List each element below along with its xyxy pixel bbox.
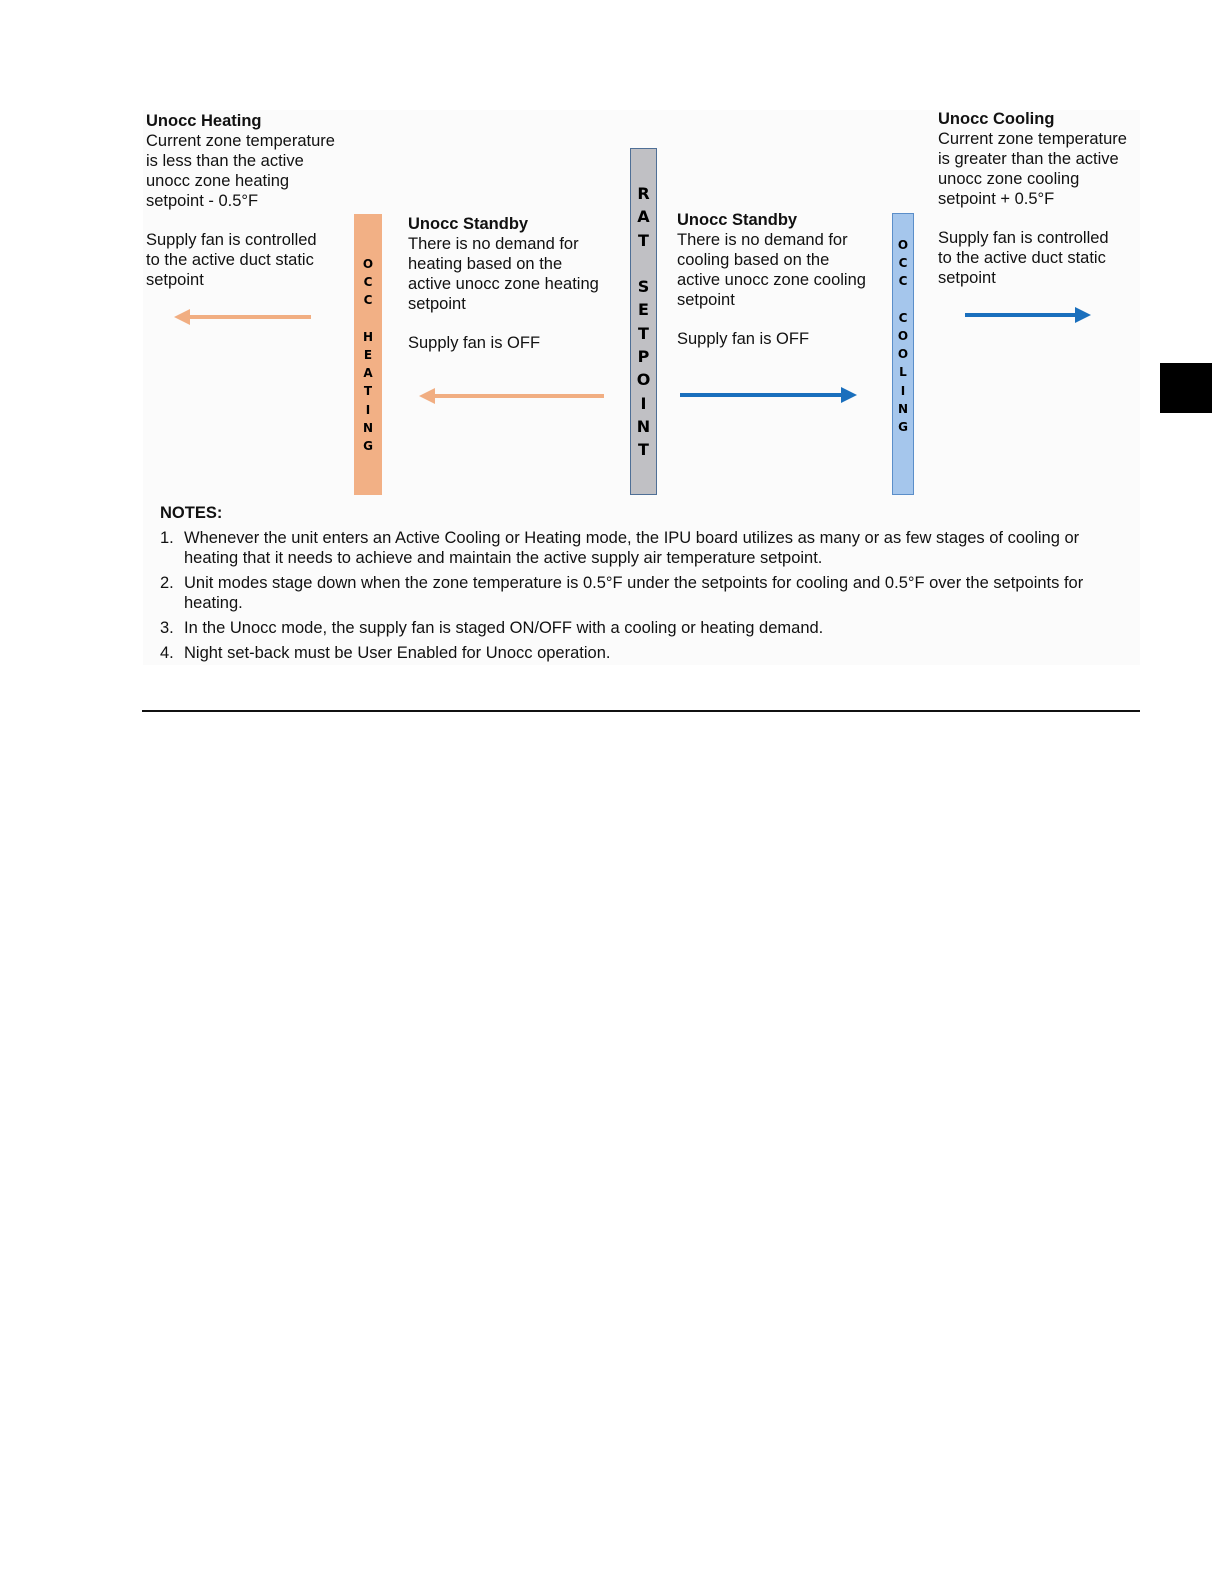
standby-cooling-arrow-icon — [680, 387, 857, 403]
occ-heating-letter: O — [362, 257, 374, 271]
occ-heating-letter: A — [363, 366, 373, 381]
unocc-standby-heat-fan: Supply fan is OFF — [408, 334, 541, 352]
unocc-standby-cool-desc-1: There is no demand for — [677, 231, 848, 249]
occ-heating-letter: G — [363, 439, 373, 454]
unocc-standby-heat-desc-4: setpoint — [408, 295, 466, 313]
occ-cooling-letter: O — [897, 329, 909, 344]
rat-setpoint-letter: T — [638, 230, 649, 250]
page-edge-tab — [1160, 363, 1212, 413]
cooling-arrow-right-icon — [965, 307, 1091, 323]
unocc-heating-desc-1: Current zone temperature — [146, 132, 335, 150]
note-text: Night set-back must be User Enabled for Unocc operation. — [184, 644, 611, 662]
rat-setpoint-letter: P — [637, 347, 650, 367]
rat-setpoint-letter: R — [637, 184, 650, 203]
unocc-cooling-desc-1: Current zone temperature — [938, 130, 1127, 148]
occ-heating-letter: C — [363, 293, 373, 308]
unocc-standby-heat-desc-2: heating based on the — [408, 255, 563, 273]
rat-setpoint-letter: E — [638, 300, 649, 320]
occ-cooling-letter: I — [900, 383, 906, 398]
unocc-heating-desc-4: setpoint - 0.5°F — [146, 192, 259, 210]
unocc-cooling-desc-3: unocc zone cooling — [938, 170, 1080, 188]
rat-setpoint-letter: S — [637, 277, 650, 297]
rat-setpoint-letter: O — [636, 370, 651, 390]
rat-setpoint-letter: T — [638, 440, 649, 460]
note-item — [160, 618, 1120, 638]
occ-heating-letter: E — [363, 348, 373, 363]
note-text: Unit modes stage down when the zone temperature is 0.5°F under the setpoints for cooling and 0.5°F over the setpoints for heating. — [184, 574, 1084, 612]
rat-setpoint-letter: I — [640, 393, 647, 413]
note-number: 2. — [160, 574, 174, 592]
occ-heating-letter: N — [362, 420, 374, 435]
unocc-standby-heat-desc-1: There is no demand for — [408, 235, 579, 253]
rat-setpoint-letter: T — [638, 323, 649, 343]
unocc-standby-cool-desc-4: setpoint — [677, 291, 735, 309]
occ-heating-letter: C — [363, 275, 373, 290]
rat-setpoint-letter: N — [636, 416, 651, 436]
note-number: 1. — [160, 529, 174, 547]
note-item — [160, 573, 1120, 613]
note-number: 4. — [160, 644, 174, 662]
unocc-standby-cool-desc-3: active unocc zone cooling — [677, 271, 866, 289]
unocc-heating-title: Unocc Heating — [146, 112, 262, 130]
occ-cooling-letter: L — [899, 365, 907, 380]
occ-cooling-letter: C — [898, 256, 908, 271]
occ-heating-letter: I — [365, 402, 371, 417]
note-text: In the Unocc mode, the supply fan is staged ON/OFF with a cooling or heating demand. — [184, 619, 824, 637]
standby-heating-arrow-icon — [419, 388, 604, 404]
unocc-standby-cool-desc-2: cooling based on the — [677, 251, 830, 269]
horizontal-rule — [142, 710, 1140, 712]
note-item — [160, 643, 1120, 663]
unocc-standby-cool-title: Unocc Standby — [677, 211, 798, 229]
notes-heading: NOTES: — [160, 504, 223, 522]
occ-cooling-letter: C — [898, 274, 908, 289]
occ-cooling-letter: C — [898, 310, 908, 325]
notes-section — [160, 503, 1120, 668]
note-number: 3. — [160, 619, 174, 637]
occ-heating-letter: H — [362, 329, 374, 344]
unocc-cooling-desc-2: is greater than the active — [938, 150, 1119, 168]
unocc-heating-fan-1: Supply fan is controlled — [146, 231, 317, 249]
rat-setpoint-letter: A — [637, 207, 650, 227]
unocc-cooling-desc-4: setpoint + 0.5°F — [938, 190, 1055, 208]
unocc-heating-fan-2: to the active duct static — [146, 251, 314, 269]
heating-arrow-left-icon — [174, 309, 311, 325]
notes-list — [160, 528, 1120, 663]
unocc-cooling-title: Unocc Cooling — [938, 110, 1055, 128]
occ-cooling-letter: O — [897, 347, 909, 362]
unocc-heating-desc-3: unocc zone heating — [146, 172, 290, 190]
unocc-standby-heat-desc-3: active unocc zone heating — [408, 275, 599, 293]
unocc-cooling-fan-1: Supply fan is controlled — [938, 229, 1109, 247]
occ-heating-letter: T — [363, 384, 373, 399]
note-text: Whenever the unit enters an Active Cooling or Heating mode, the IPU board utilizes as many or as few stages of cooling or heating that it needs to achieve and maintain the active supply air temperature setpoint. — [184, 529, 1080, 567]
note-item — [160, 528, 1120, 568]
unocc-heating-fan-3: setpoint — [146, 271, 204, 289]
unocc-standby-heat-title: Unocc Standby — [408, 215, 529, 233]
unocc-cooling-fan-2: to the active duct static — [938, 249, 1106, 267]
unocc-standby-cool-fan: Supply fan is OFF — [677, 330, 810, 348]
unocc-cooling-fan-3: setpoint — [938, 269, 996, 287]
occ-cooling-letter: N — [897, 401, 909, 416]
unocc-heating-desc-2: is less than the active — [146, 152, 304, 170]
occ-cooling-letter: O — [897, 238, 909, 252]
occ-cooling-letter: G — [898, 420, 908, 435]
